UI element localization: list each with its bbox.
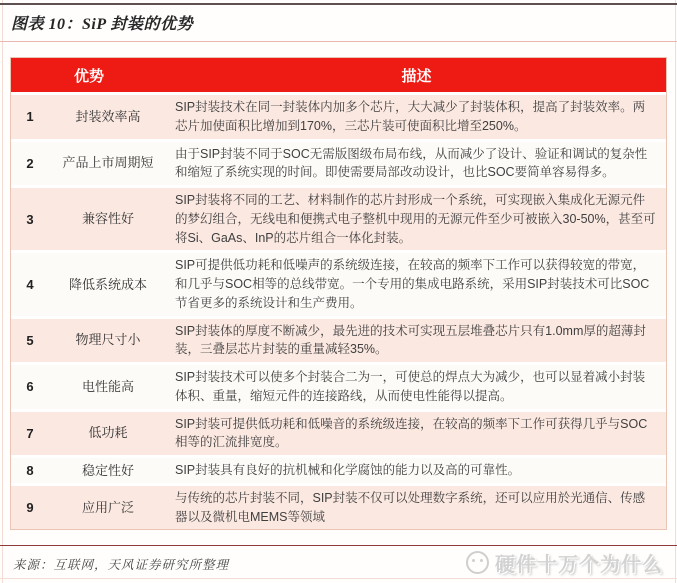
row-description: SIP封装体的厚度不断减少，最先进的技术可实现五层堆叠芯片只有1.0mm厚的超薄封装，三叠层芯片封装的重量减轻35%。	[175, 323, 646, 357]
table-row	[11, 365, 666, 409]
page-right-edge-line	[675, 0, 676, 583]
row-number: 1	[26, 109, 34, 125]
column-header-description: 描述	[401, 67, 432, 85]
row-advantage: 电性能高	[81, 378, 134, 394]
footer-divider	[0, 545, 677, 546]
row-advantage: 低功耗	[88, 425, 128, 441]
row-description: SIP封装可提供低功耗和低噪音的系统级连接，在较高的频率下工作可获得几乎与SOC相等的汇流排宽度。	[175, 416, 648, 450]
table-body	[11, 95, 666, 529]
row-description: 与传统的芯片封装不同，SIP封装不仅可以处理数字系统，还可以应用於光通信、传感器以及微机电MEMS等领域	[175, 490, 646, 524]
row-number: 8	[26, 462, 34, 478]
row-advantage: 封装效率高	[75, 108, 141, 124]
top-divider	[0, 3, 677, 5]
figure-title: 图表 10：SiP 封装的优势	[11, 16, 194, 33]
row-number: 3	[26, 211, 34, 227]
column-header-advantage: 优势	[73, 67, 104, 85]
row-description: 由于SIP封装不同于SOC无需版图级布局布线，从而减少了设计、验证和调试的复杂性和缩短了系统实现的时间。即使需要局部改动设计，也比SOC要简单容易得多。	[175, 146, 648, 180]
row-number: 6	[26, 379, 34, 395]
row-advantage: 物理尺寸小	[75, 332, 141, 348]
watermark-text: 硬件十万个为什么	[495, 554, 663, 576]
row-number: 2	[26, 155, 34, 171]
watermark	[466, 548, 663, 577]
table-row	[11, 253, 666, 315]
row-advantage: 降低系统成本	[68, 276, 147, 292]
page-left-edge-line	[2, 0, 3, 583]
row-description: SIP封装技术可以使多个封装合二为一，可使总的焊点大为减少，也可以显着减小封装体积、重量，缩短元件的连接路线，从而使电性能得以提高。	[175, 370, 646, 403]
row-advantage: 兼容性好	[81, 211, 134, 227]
table-row	[11, 142, 666, 186]
row-description: SIP可提供低功耗和低噪声的系统级连接，在较高的频率下工作可以获得较宽的带宽，和几乎与SOC相等的总线带宽。一个专用的集成电路系统，采用SIP封装技术可比SOC节省更多的系统设计和生产费用。	[175, 258, 650, 310]
row-number: 7	[26, 425, 34, 441]
row-advantage: 应用广泛	[81, 499, 134, 515]
bottom-edge-line	[0, 578, 677, 579]
row-advantage: 稳定性好	[81, 462, 134, 478]
table-row	[11, 458, 666, 483]
source-note: 来源：互联网，天风证券研究所整理	[13, 558, 230, 572]
row-description: SIP封装具有良好的抗机械和化学腐蚀的能力以及高的可靠性。	[175, 463, 521, 477]
row-number: 5	[26, 332, 34, 348]
table-row	[11, 412, 666, 456]
row-advantage: 产品上市周期短	[62, 155, 154, 171]
watermark-logo-icon	[466, 551, 489, 574]
table-header-row	[11, 58, 666, 92]
table-row	[11, 486, 666, 530]
table-row	[11, 319, 666, 363]
row-description: SIP封装技术在同一封装体内加多个芯片，大大减少了封装体积，提高了封装效率。两芯片加使面积比增加到170%，三芯片装可使面积比增至250%。	[175, 100, 646, 133]
row-number: 4	[26, 276, 34, 292]
row-number: 9	[26, 500, 34, 515]
table-row	[11, 188, 666, 250]
row-description: SIP封装将不同的工艺、材料制作的芯片封形成一个系统，可实现嵌入集成化无源元件的梦幻组合，无线电和便携式电子整机中现用的无源元件至少可被嵌入30-50%，甚至可将Si、GaAs、InP的芯片组合一体化封装。	[175, 193, 656, 245]
table-row	[11, 95, 666, 139]
title-divider	[0, 41, 677, 42]
advantages-table	[10, 57, 667, 530]
